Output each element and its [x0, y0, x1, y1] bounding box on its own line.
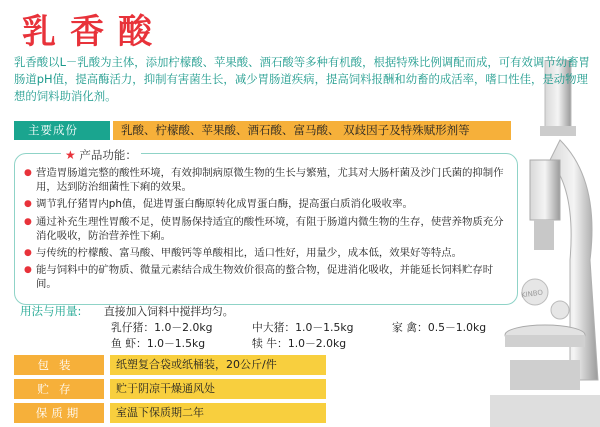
bullet-icon: ●	[24, 248, 32, 259]
bullet-icon: ●	[24, 216, 32, 227]
bullet-icon: ●	[24, 168, 32, 178]
dosage-piglet: 乳仔猪：1.0－2.0kg	[111, 321, 213, 334]
dosage-poultry: 家 禽：0.5－1.0kg	[392, 321, 487, 334]
list-item: ● 能与饲料中的矿物质、微量元素结合成生物效价很高的螯合物，促进消化吸收，并能延长饲料贮存时间。	[24, 264, 494, 291]
shelf-life-value: 室温下保质期二年	[110, 403, 326, 423]
list-item: ● 调节乳仔猪胃内ph值，促进胃蛋白酶原转化成胃蛋白酶，提高蛋白质消化吸收率。	[24, 198, 413, 211]
list-item: ● 与传统的柠檬酸、富马酸、甲酸钙等单酸相比，适口性好，用量少，成本低，效果好等特点。	[24, 247, 463, 260]
ingredients-value: 乳酸、柠檬酸、苹果酸、酒石酸、富马酸、 双歧因子及特殊赋形剂等	[113, 121, 511, 140]
intro-paragraph: 乳香酸以L－乳酸为主体，添加柠檬酸、苹果酸、酒石酸等多种有机酸，根据特殊比例调配而成，可有效调节幼畜胃肠道pH值，提高酶活力，抑制有害菌生长，减少胃肠道疾病，提高饲料报酬和幼畜的成活率，嗜口性佳，是动物理想的饲料助消化剂。	[14, 55, 590, 103]
list-item: ● 通过补充生理性胃酸不足，使胃肠保持适宜的酸性环境，有阻于肠道内微生物的生存，使营养物质充分消化吸收，防治营养性下痢。	[24, 215, 504, 242]
star-icon: ★	[65, 148, 76, 162]
packaging-value: 纸塑复合袋或纸桶装，20公斤/件	[110, 355, 326, 375]
bullet-icon: ●	[24, 265, 32, 276]
shelf-life-label: 保质期	[14, 403, 104, 423]
usage-heading: 用法与用量:	[20, 304, 82, 318]
list-item: ● 营造胃肠道完整的酸性环境，有效抑制病原微生物的生长与繁殖，尤其对大肠杆菌及沙门氏菌的抑制作用，达到防治细菌性下痢的效果。	[24, 167, 504, 194]
bullet-icon: ●	[24, 199, 32, 210]
dosage-calf: 犊 牛：1.0－2.0kg	[252, 337, 347, 350]
storage-label: 贮存	[14, 379, 104, 399]
storage-value: 贮于阴凉干燥通风处	[110, 379, 326, 399]
packaging-label: 包装	[14, 355, 104, 375]
functions-heading-text: 产品功能：	[79, 148, 137, 162]
dosage-fish: 鱼 虾：1.0－1.5kg	[111, 337, 206, 350]
usage-line: 直接加入饲料中搅拌均匀。	[104, 305, 234, 318]
dosage-pig: 中大猪：1.0－1.5kg	[252, 321, 354, 334]
microscope-brand-label: KINBO	[520, 288, 544, 300]
ingredients-label: 主要成份	[14, 121, 110, 140]
functions-heading	[61, 147, 141, 163]
functions-list	[22, 166, 512, 295]
product-title: 乳香酸	[22, 12, 166, 52]
